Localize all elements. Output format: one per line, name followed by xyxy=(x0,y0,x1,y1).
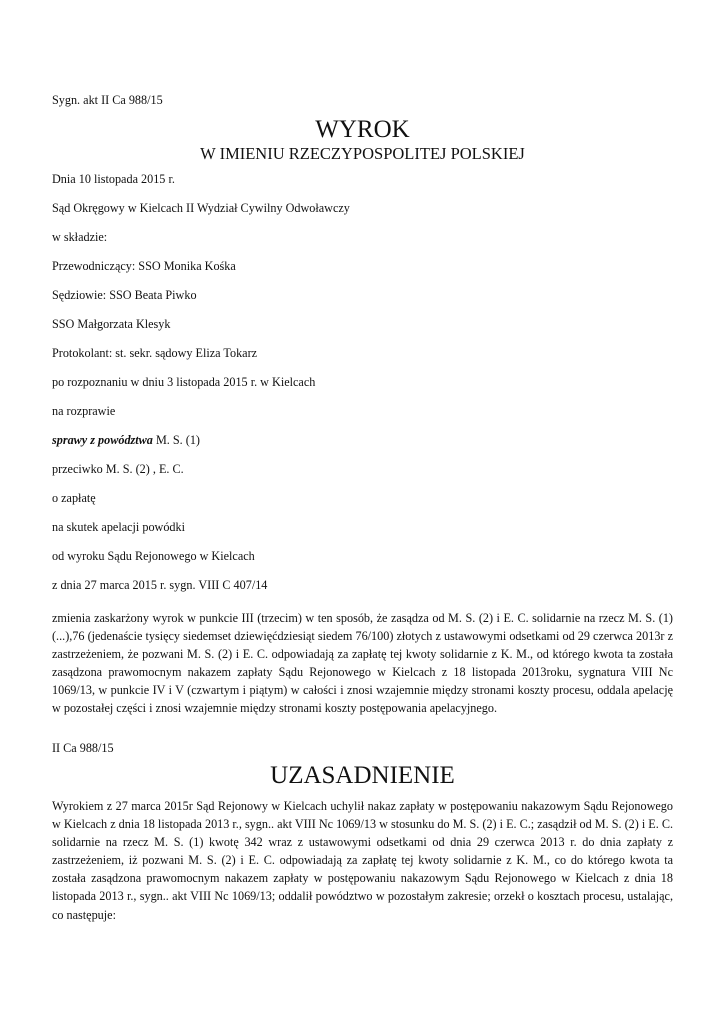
presiding-judge: Przewodniczący: SSO Monika Kośka xyxy=(52,259,236,273)
judgment-date: Dnia 10 listopada 2015 r. xyxy=(52,172,175,186)
ruling-paragraph: zmienia zaskarżony wyrok w punkcie III (trzecim) w ten sposób, że zasądza od M. S. (2) i E. C. solidarnie na rzecz M. S. (1) (...),76 (jedenaście tysięcy siedemset dziewięćdziesiąt siedem 76/100) złotych z ustawowymi odsetkami od 29 czerwca 2013r z zastrzeżeniem, że pozwani M. S. (2) i E. C. odpowiadają za zapłatę tej kwoty solidarnie z K. M., od którego kwota ta została zasądzona prawomocnym nakazem zapłaty Sądu Rejonowego w Kielcach z 18 listopada 2013roku, sygnatura VIII Nc 1069/13, w punkcie IV i V (czwartym i piątym) w całości i znosi wzajemnie między stronami koszty procesu, oddala apelację w pozostałej części i znosi wzajemnie między stronami koszty postępowania apelacyjnego. xyxy=(52,611,673,716)
case-subject: o zapłatę xyxy=(52,491,96,505)
appeal-basis: na skutek apelacji powódki xyxy=(52,520,186,534)
hearing-type: na rozprawie xyxy=(52,404,116,418)
case-plaintiff xyxy=(52,433,200,448)
case-phrase-bold: sprawy z powództwa xyxy=(52,433,153,447)
judge-second: SSO Małgorzata Klesyk xyxy=(52,317,171,331)
justification-paragraph: Wyrokiem z 27 marca 2015r Sąd Rejonowy w Kielcach uchylił nakaz zapłaty w postępowaniu nakazowym Sądu Rejonowego w Kielcach z dnia 18 listopada 2013 r., sygn.. akt VIII Nc 1069/13 w stosunku do M. S. (2) i E. C.; zasądził od M. S. (2) i E. C. solidarnie na rzecz M. S. (1) kwotę 342 wraz z ustawowymi odsetkami od dnia 29 czerwca 2013 r. do dnia zapłaty z zastrzeżeniem, iż pozwani M. S. (2) i E. C. odpowiadają za zapłatę tej kwoty solidarnie z K. M., co do którego kwota ta została zasądzona prawomocnym nakazem zapłaty w postępowaniu nakazowym Sądu Rejonowego w Kielcach z dnia 18 listopada 2013 r., sygn.. akt VIII Nc 1069/13; oddalił powództwo w pozostałym zakresie; orzekł o kosztach procesu, ustalając, co następuje: xyxy=(52,799,673,922)
court-name: Sąd Okręgowy w Kielcach II Wydział Cywilny Odwoławczy xyxy=(52,201,350,215)
case-reference: Sygn. akt II Ca 988/15 xyxy=(52,93,163,107)
judges: Sędziowie: SSO Beata Piwko xyxy=(52,288,197,302)
appealed-judgment-date: z dnia 27 marca 2015 r. sygn. VIII C 407/14 xyxy=(52,578,268,592)
justification-title: UZASADNIENIE xyxy=(270,762,455,789)
case-reference-2: II Ca 988/15 xyxy=(52,741,114,755)
hearing-date: po rozpoznaniu w dniu 3 listopada 2015 r. w Kielcach xyxy=(52,375,316,389)
court-clerk: Protokolant: st. sekr. sądowy Eliza Tokarz xyxy=(52,346,258,360)
judgment-subtitle: W IMIENIU RZECZYPOSPOLITEJ POLSKIEJ xyxy=(200,144,525,163)
case-defendants: przeciwko M. S. (2) , E. C. xyxy=(52,462,184,476)
plaintiff-name: M. S. (1) xyxy=(152,433,200,447)
judgment-title: WYROK xyxy=(315,116,410,143)
composition-label: w składzie: xyxy=(52,230,108,244)
appealed-judgment: od wyroku Sądu Rejonowego w Kielcach xyxy=(52,549,255,563)
